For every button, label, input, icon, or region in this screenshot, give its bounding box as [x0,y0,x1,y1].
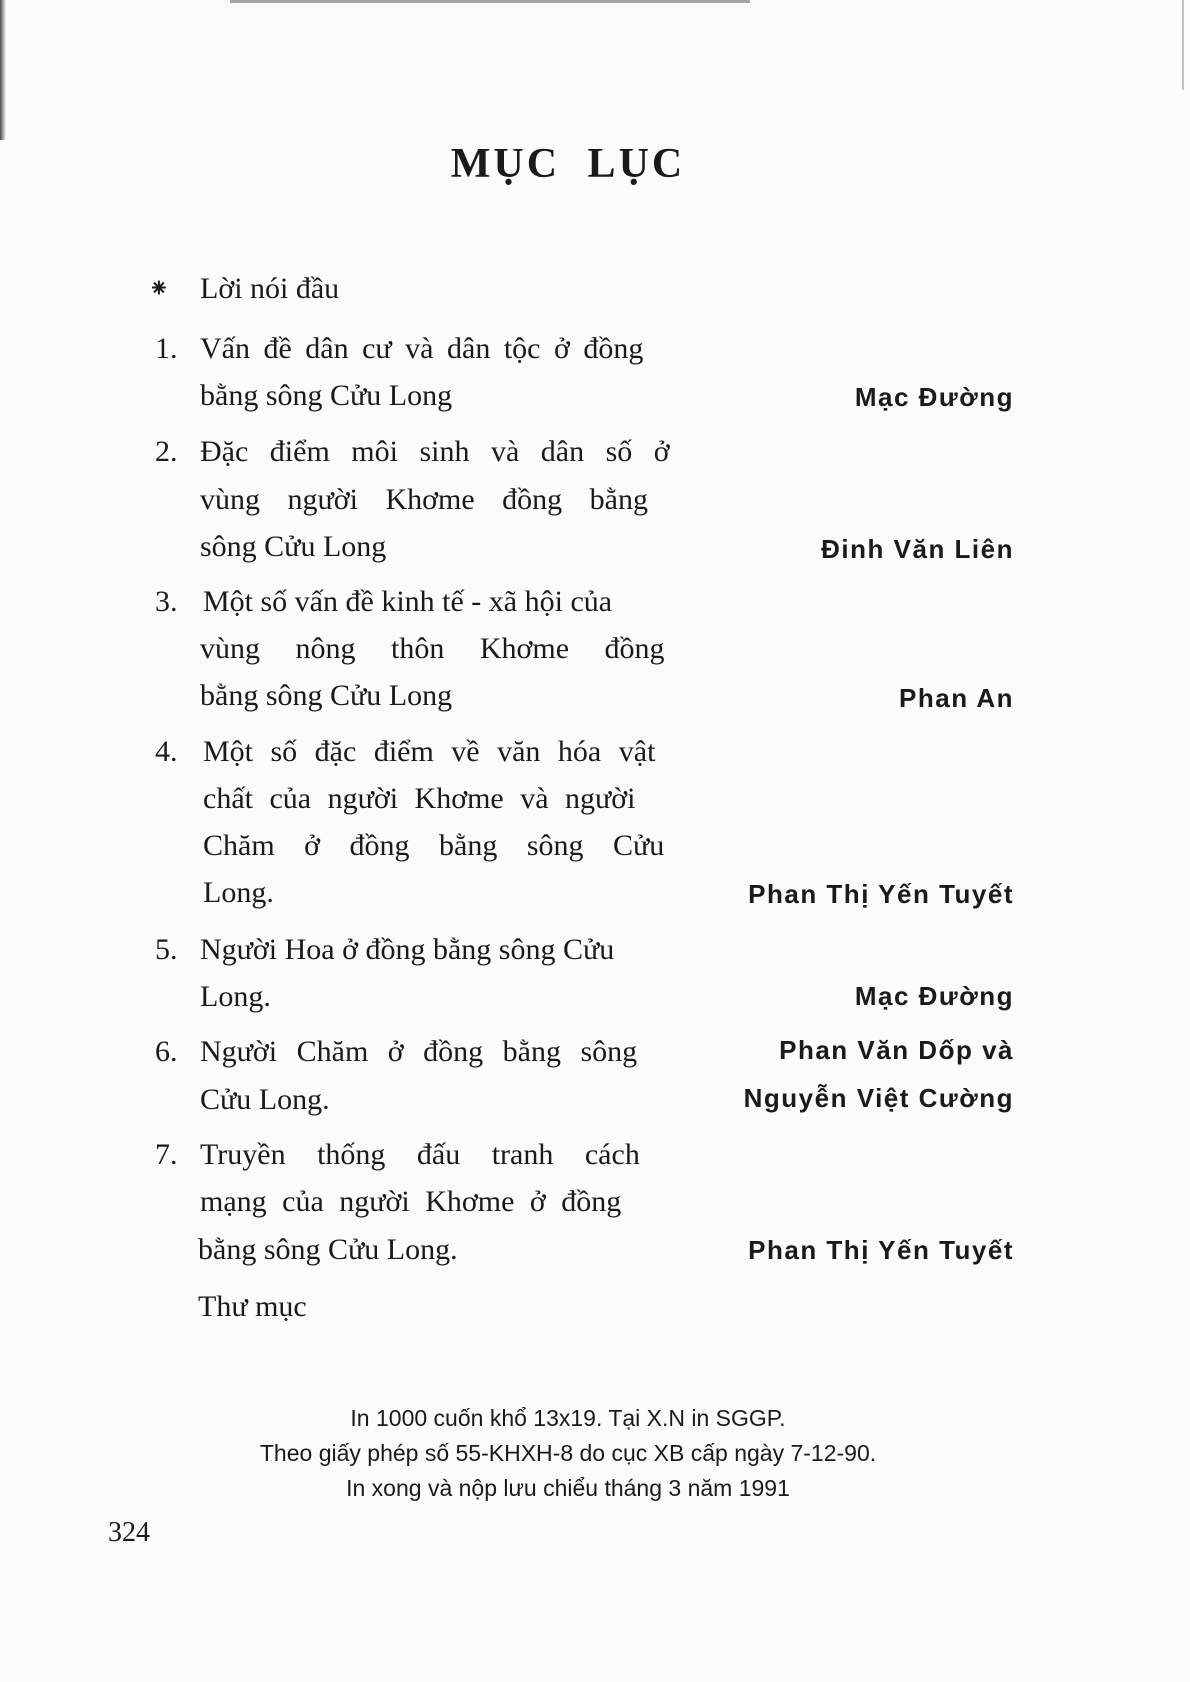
entry-7-line-1: Truyền thống đấu tranh cách [200,1138,640,1171]
entry-6-number: 6. [155,1035,178,1068]
entry-6-author-line-1: Phan Văn Dốp và [779,1035,1014,1065]
page-number: 324 [108,1517,150,1548]
entry-2-line-1: Đặc điểm môi sinh và dân số ở [200,435,670,468]
colophon-line-3: In xong và nộp lưu chiểu tháng 3 năm 1991 [346,1475,790,1501]
colophon-line-1: In 1000 cuốn khổ 13x19. Tại X.N in SGGP. [350,1405,786,1431]
entry-5-author: Mạc Đường [854,981,1014,1011]
scan-edge-left [0,0,6,140]
entry-3-author: Phan An [899,683,1014,713]
entry-5-number: 5. [155,933,178,966]
entry-4-author: Phan Thị Yến Tuyết [748,879,1014,909]
entry-4-line-2: chất của người Khơme và người [203,782,636,815]
entry-1-line-1: Vấn đề dân cư và dân tộc ở đồng [200,332,644,365]
entry-6-line-1: Người Chăm ở đồng bằng sông [200,1035,638,1068]
entry-6-line-2: Cửu Long. [200,1083,330,1116]
entry-4-line-4: Long. [203,876,274,909]
preface-label: Lời nói đầu [200,272,340,305]
preface-marker: ⁕ [148,274,170,303]
entry-5-line-2: Long. [200,980,271,1013]
entry-7-author: Phan Thị Yến Tuyết [748,1235,1014,1265]
entry-2-line-2: vùng người Khơme đồng bằng [200,483,648,516]
page-title: MỤC LỤC [450,141,686,187]
entry-3-line-3: bằng sông Cửu Long [200,679,453,712]
entry-2-line-3: sông Cửu Long [200,530,387,563]
entry-1-line-2: bằng sông Cửu Long [200,379,453,412]
entry-3-line-1: Một số vấn đề kinh tế - xã hội của [203,585,613,618]
entry-4-number: 4. [155,735,178,768]
entry-7-line-2: mạng của người Khơme ở đồng [200,1185,622,1218]
bibliography-label: Thư mục [198,1290,307,1323]
entry-3-line-2: vùng nông thôn Khơme đồng [200,632,665,665]
entry-7-number: 7. [155,1138,178,1171]
entry-4-line-1: Một số đặc điểm về văn hóa vật [203,735,656,768]
entry-4-line-3: Chăm ở đồng bằng sông Cửu [203,829,665,862]
scan-edge-top [230,0,750,3]
colophon-line-2: Theo giấy phép số 55-KHXH-8 do cục XB cấp ngày 7-12-90. [259,1440,877,1466]
entry-3-number: 3. [155,585,178,618]
entry-7-line-3: bằng sông Cửu Long. [198,1233,458,1266]
entry-5-line-1: Người Hoa ở đồng bằng sông Cửu [200,933,615,966]
entry-1-number: 1. [155,332,178,365]
entry-2-number: 2. [155,435,178,468]
entry-6-author-line-2: Nguyễn Việt Cường [743,1083,1014,1113]
entry-1-author: Mạc Đường [854,382,1014,412]
scan-edge-right [1182,0,1184,90]
entry-2-author: Đinh Văn Liên [821,534,1014,564]
